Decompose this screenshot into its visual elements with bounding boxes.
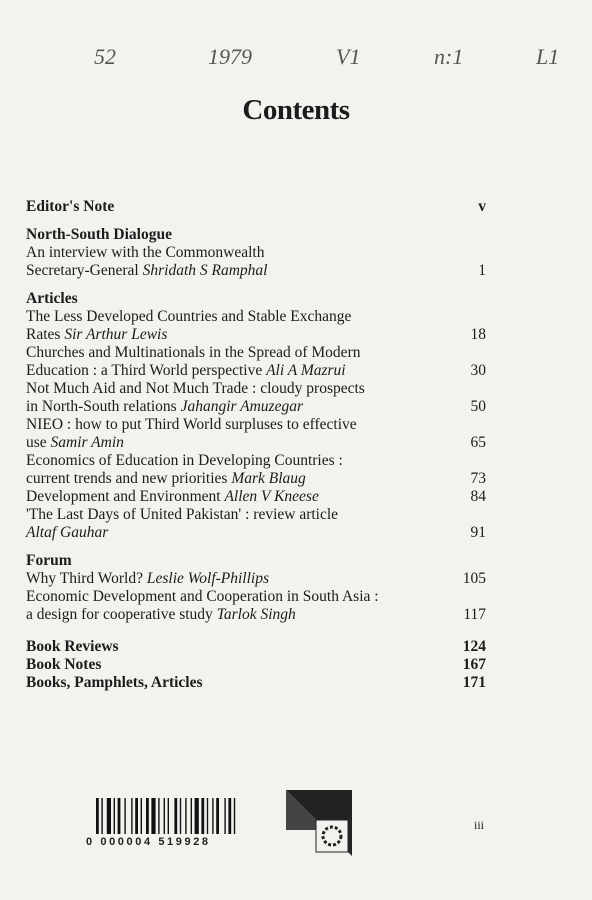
page-number: 117 — [463, 606, 486, 623]
table-of-contents — [26, 198, 486, 692]
entry-title-text: in North-South relations — [26, 398, 181, 415]
handwritten-note-1: 52 — [94, 44, 116, 69]
toc-entry-line — [26, 398, 486, 416]
page-number: 65 — [470, 434, 486, 451]
page-number: 171 — [462, 674, 486, 691]
entry-title-text: Development and Environment — [26, 488, 225, 505]
page-number: 30 — [470, 362, 486, 379]
entry-title-text: Churches and Multinationals in the Spread of Modern — [26, 344, 361, 361]
page-number: v — [478, 198, 486, 215]
section-gap — [26, 216, 486, 226]
entry-title-text: 'The Last Days of United Pakistan' : review article — [26, 506, 339, 523]
toc-entry-line — [26, 326, 486, 344]
section-heading-label: Forum — [26, 552, 72, 569]
handwritten-note-3: V1 — [336, 44, 361, 69]
back-matter-item — [26, 638, 486, 656]
toc-entry-line — [26, 344, 486, 362]
entry-author: Leslie Wolf-Phillips — [146, 570, 270, 587]
page-number: 18 — [470, 326, 486, 343]
toc-entry-line — [26, 262, 486, 280]
back-matter-label: Book Reviews — [26, 638, 119, 655]
publisher-logo-icon — [286, 790, 352, 856]
toc-entry-line — [26, 452, 486, 470]
section-heading — [26, 290, 486, 308]
page-number: 1 — [478, 262, 486, 279]
handwritten-note-4: n:1 — [434, 44, 464, 69]
entry-author: Allen V Kneese — [224, 488, 319, 505]
entry-title-text: Rates — [26, 326, 65, 343]
entry-title-text: use — [26, 434, 51, 451]
entry-title-text: NIEO : how to put Third World surpluses to effective — [26, 416, 357, 433]
back-matter-item — [26, 674, 486, 692]
section-heading — [26, 198, 486, 216]
back-matter-item — [26, 656, 486, 674]
page-title: Contents — [242, 94, 350, 126]
toc-entry-line — [26, 606, 486, 624]
barcode-icon — [92, 794, 290, 842]
entry-title-text: Secretary-General — [26, 262, 143, 279]
entry-author: Altaf Gauhar — [26, 524, 109, 541]
entry-author: Sir Arthur Lewis — [64, 326, 168, 343]
entry-title-text: a design for cooperative study — [26, 606, 217, 623]
toc-entry-line — [26, 570, 486, 588]
toc-entry-line — [26, 362, 486, 380]
section-gap — [26, 542, 486, 552]
handwritten-note-5: L1 — [536, 44, 560, 69]
entry-title-text: Education : a Third World perspective — [26, 362, 267, 379]
page-number: 91 — [470, 524, 486, 541]
toc-entry-line — [26, 524, 486, 542]
page-number: 167 — [462, 656, 486, 673]
section-heading — [26, 552, 486, 570]
page-number: 124 — [462, 638, 486, 655]
toc-entry-line — [26, 380, 486, 398]
toc-entry-line — [26, 416, 486, 434]
toc-entry-line — [26, 506, 486, 524]
toc-entry-line — [26, 244, 486, 262]
entry-author: Shridath S Ramphal — [142, 262, 268, 279]
section-gap — [26, 280, 486, 290]
entry-author: Ali A Mazrui — [266, 362, 346, 379]
entry-title-text: Economic Development and Cooperation in South Asia : — [26, 588, 379, 605]
page-number: 84 — [470, 488, 486, 505]
entry-author: Samir Amin — [50, 434, 124, 451]
entry-title-text: An interview with the Commonwealth — [26, 244, 265, 261]
handwritten-note-2: 1979 — [208, 44, 252, 69]
toc-entry-line — [26, 588, 486, 606]
entry-author: Jahangir Amuzegar — [180, 398, 303, 415]
toc-entry-line — [26, 434, 486, 452]
toc-entry-line — [26, 488, 486, 506]
toc-entry-line — [26, 308, 486, 326]
entry-title-text: Why Third World? — [26, 570, 147, 587]
entry-title-text: Economics of Education in Developing Countries : — [26, 452, 343, 469]
back-matter-label: Books, Pamphlets, Articles — [26, 674, 203, 691]
section-heading-label: Editor's Note — [26, 198, 115, 215]
page-number: 50 — [470, 398, 486, 415]
entry-title-text: The Less Developed Countries and Stable Exchange — [26, 308, 352, 325]
entry-author: Mark Blaug — [231, 470, 306, 487]
section-heading — [26, 226, 486, 244]
page-number: 105 — [462, 570, 486, 587]
section-heading-label: Articles — [26, 290, 78, 307]
barcode-digits: 0 000004 519928 — [86, 836, 211, 848]
entry-author: Tarlok Singh — [216, 606, 296, 623]
entry-title-text: current trends and new priorities — [26, 470, 232, 487]
toc-entry-line — [26, 470, 486, 488]
page-folio: iii — [474, 818, 485, 832]
section-gap — [26, 624, 486, 638]
entry-title-text: Not Much Aid and Not Much Trade : cloudy prospects — [26, 380, 365, 397]
section-heading-label: North-South Dialogue — [26, 226, 172, 243]
page-number: 73 — [470, 470, 486, 487]
back-matter-label: Book Notes — [26, 656, 102, 673]
